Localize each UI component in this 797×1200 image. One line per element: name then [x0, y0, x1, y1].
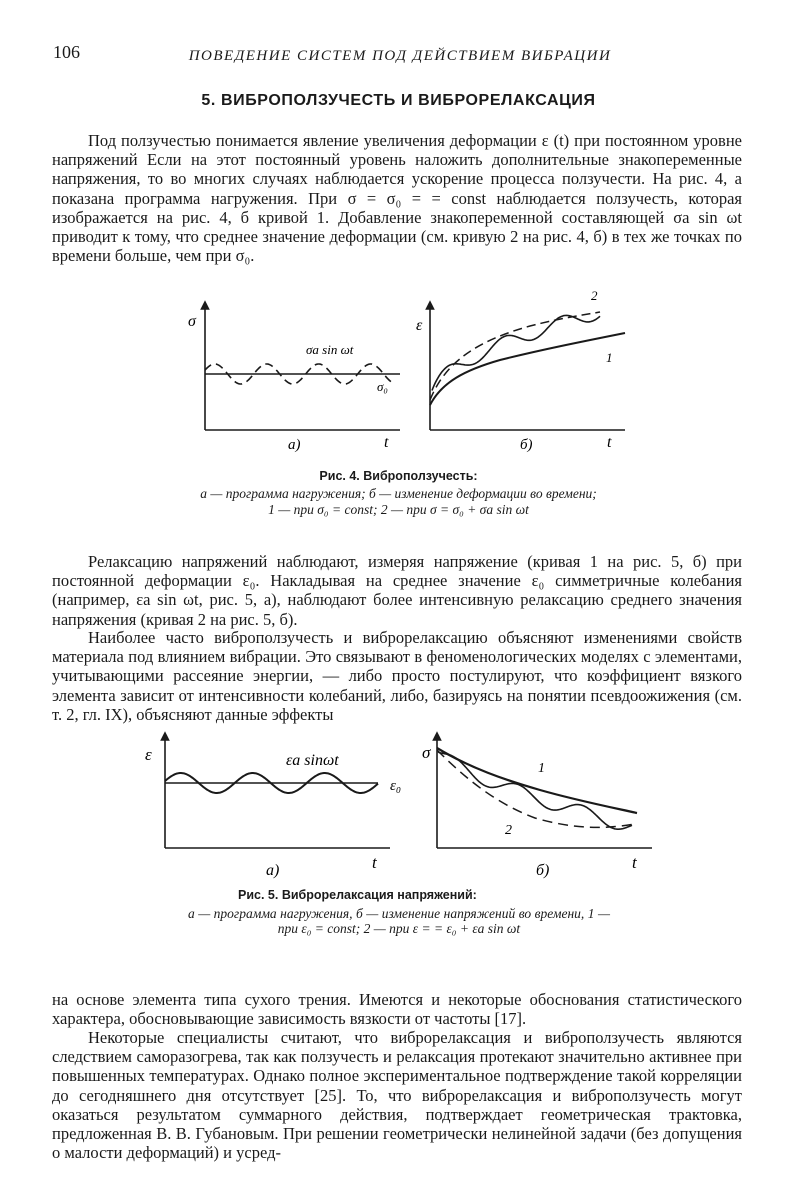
panel-label: а) [266, 862, 280, 879]
paragraph-creep-intro: Под ползучестью понимается явление увеличения деформации ε (t) при постоянном уровне напряжений Если на этот постоянный уровень наложить дополнительные знакопеременные напряжения, то во многих случаях наблюдается ускорение процесса ползучести. На рис. 4, а показана программа нагружения. При σ = σ₀ = = const наблюдается ползучесть, которая изображается на рис. 4, б кривой 1. Добавление знакопеременной составляющей σa sin ωt приводит к тому, что среднее значение деформации (см. кривую 2 на рис. 4, б) в тех же точках по времени больше, чем при σ₀. [52, 131, 742, 266]
paragraph-dry-friction: на основе элемента типа сухого трения. Имеются и некоторые обоснования статистического характера, обосновывающие зависимость вязкости от частоты [17]. [52, 990, 742, 1029]
paragraph-self-heating: Некоторые специалисты считают, что виброрелаксация и виброползучесть являются следствием саморазогрева, так как ползучесть и релаксация протекают значительно активнее при повышенных температурах. Однако полное экспериментальное подтверждение такой корреляции до сегодняшнего дня отсутствует [25]. То, что виброрелаксация и виброползучесть могут оказаться результатом суммарного действия, подтверждает геометрическая трактовка, предложенная В. В. Губановым. При решении геометрически нелинейной задачи (без допущения о малости деформаций) и усред- [52, 1028, 742, 1163]
figure-4 [180, 290, 640, 462]
curve-2-label: 2 [591, 290, 598, 303]
figure-5-graphic [140, 728, 660, 880]
x-axis-label: t [607, 434, 612, 451]
level-label: ε₀ [390, 778, 402, 794]
x-axis-label: t [632, 853, 637, 872]
figure-5-panel-a [145, 736, 401, 879]
curve-2-oscillation [432, 315, 600, 390]
curve-1-label: 1 [538, 761, 545, 776]
page-number: 106 [53, 42, 80, 62]
figure-5 [140, 728, 660, 880]
paragraph-explanations: Наиболее часто виброползучесть и виброрелаксацию объясняют изменениями свойств материала под влиянием вибрации. Это связывают в феноменологических моделях с элементами, учитывающими рассеяние энергии, — либо просто постулируют, что коэффициент вязкого элемента зависит от интенсивности колебаний, либо, базируясь на понятии псевдоожижения (см. т. 2, гл. IX), объясняют данные эффекты [52, 628, 742, 724]
paragraph-relaxation: Релаксацию напряжений наблюдают, измеряя напряжение (кривая 1 на рис. 5, б) при постоянной деформации ε₀. Накладывая на среднее значение ε₀ симметричные колебания (например, εa sin ωt, рис. 5, а), наблюдают более интенсивную релаксацию среднего значения напряжения (кривая 2 на рис. 5, б). [52, 552, 742, 629]
curve-1-label: 1 [606, 350, 613, 365]
figure-4-caption-line-2: 1 — при σ₀ = const; 2 — при σ = σ₀ + σa sin ωt [268, 502, 529, 517]
y-axis-label: σ [188, 313, 196, 330]
figure-4-caption-line-1: а — программа нагружения; б — изменение деформации во времени; [200, 486, 597, 501]
x-axis-label: t [384, 434, 389, 451]
figure-4-caption-title: Рис. 4. Виброползучесть: [319, 469, 478, 483]
wave-label: εa sinωt [286, 752, 339, 769]
panel-label: а) [288, 437, 301, 453]
figure-4-panel-a [188, 305, 400, 453]
y-axis-label: σ [422, 743, 431, 762]
running-head: ПОВЕДЕНИЕ СИСТЕМ ПОД ДЕЙСТВИЕМ ВИБРАЦИИ [188, 48, 612, 64]
curve-1 [437, 748, 637, 813]
x-axis-label: t [372, 853, 377, 872]
panel-label: б) [536, 862, 550, 879]
y-axis-label: ε [416, 317, 423, 334]
y-axis-label: ε [145, 745, 152, 764]
panel-label: б) [520, 437, 533, 453]
curve-2-label: 2 [505, 823, 512, 838]
curve-1 [430, 333, 625, 405]
figure-4-panel-b [416, 290, 625, 453]
figure-5-caption-title: Рис. 5. Виброрелаксация напряжений: [238, 888, 477, 902]
figure-5-caption-body: а — программа нагружения, б — изменение напряжений во времени, 1 — при ε₀ = const; 2 — при ε = = ε₀ + εa sin ωt [188, 906, 610, 936]
figure-5-panel-b [422, 736, 652, 879]
level-label: σ₀ [377, 379, 388, 394]
figure-4-graphic [180, 290, 640, 462]
wave-label: σa sin ωt [306, 342, 354, 357]
section-title: 5. ВИБРОПОЛЗУЧЕСТЬ И ВИБРОРЕЛАКСАЦИЯ [201, 92, 596, 109]
